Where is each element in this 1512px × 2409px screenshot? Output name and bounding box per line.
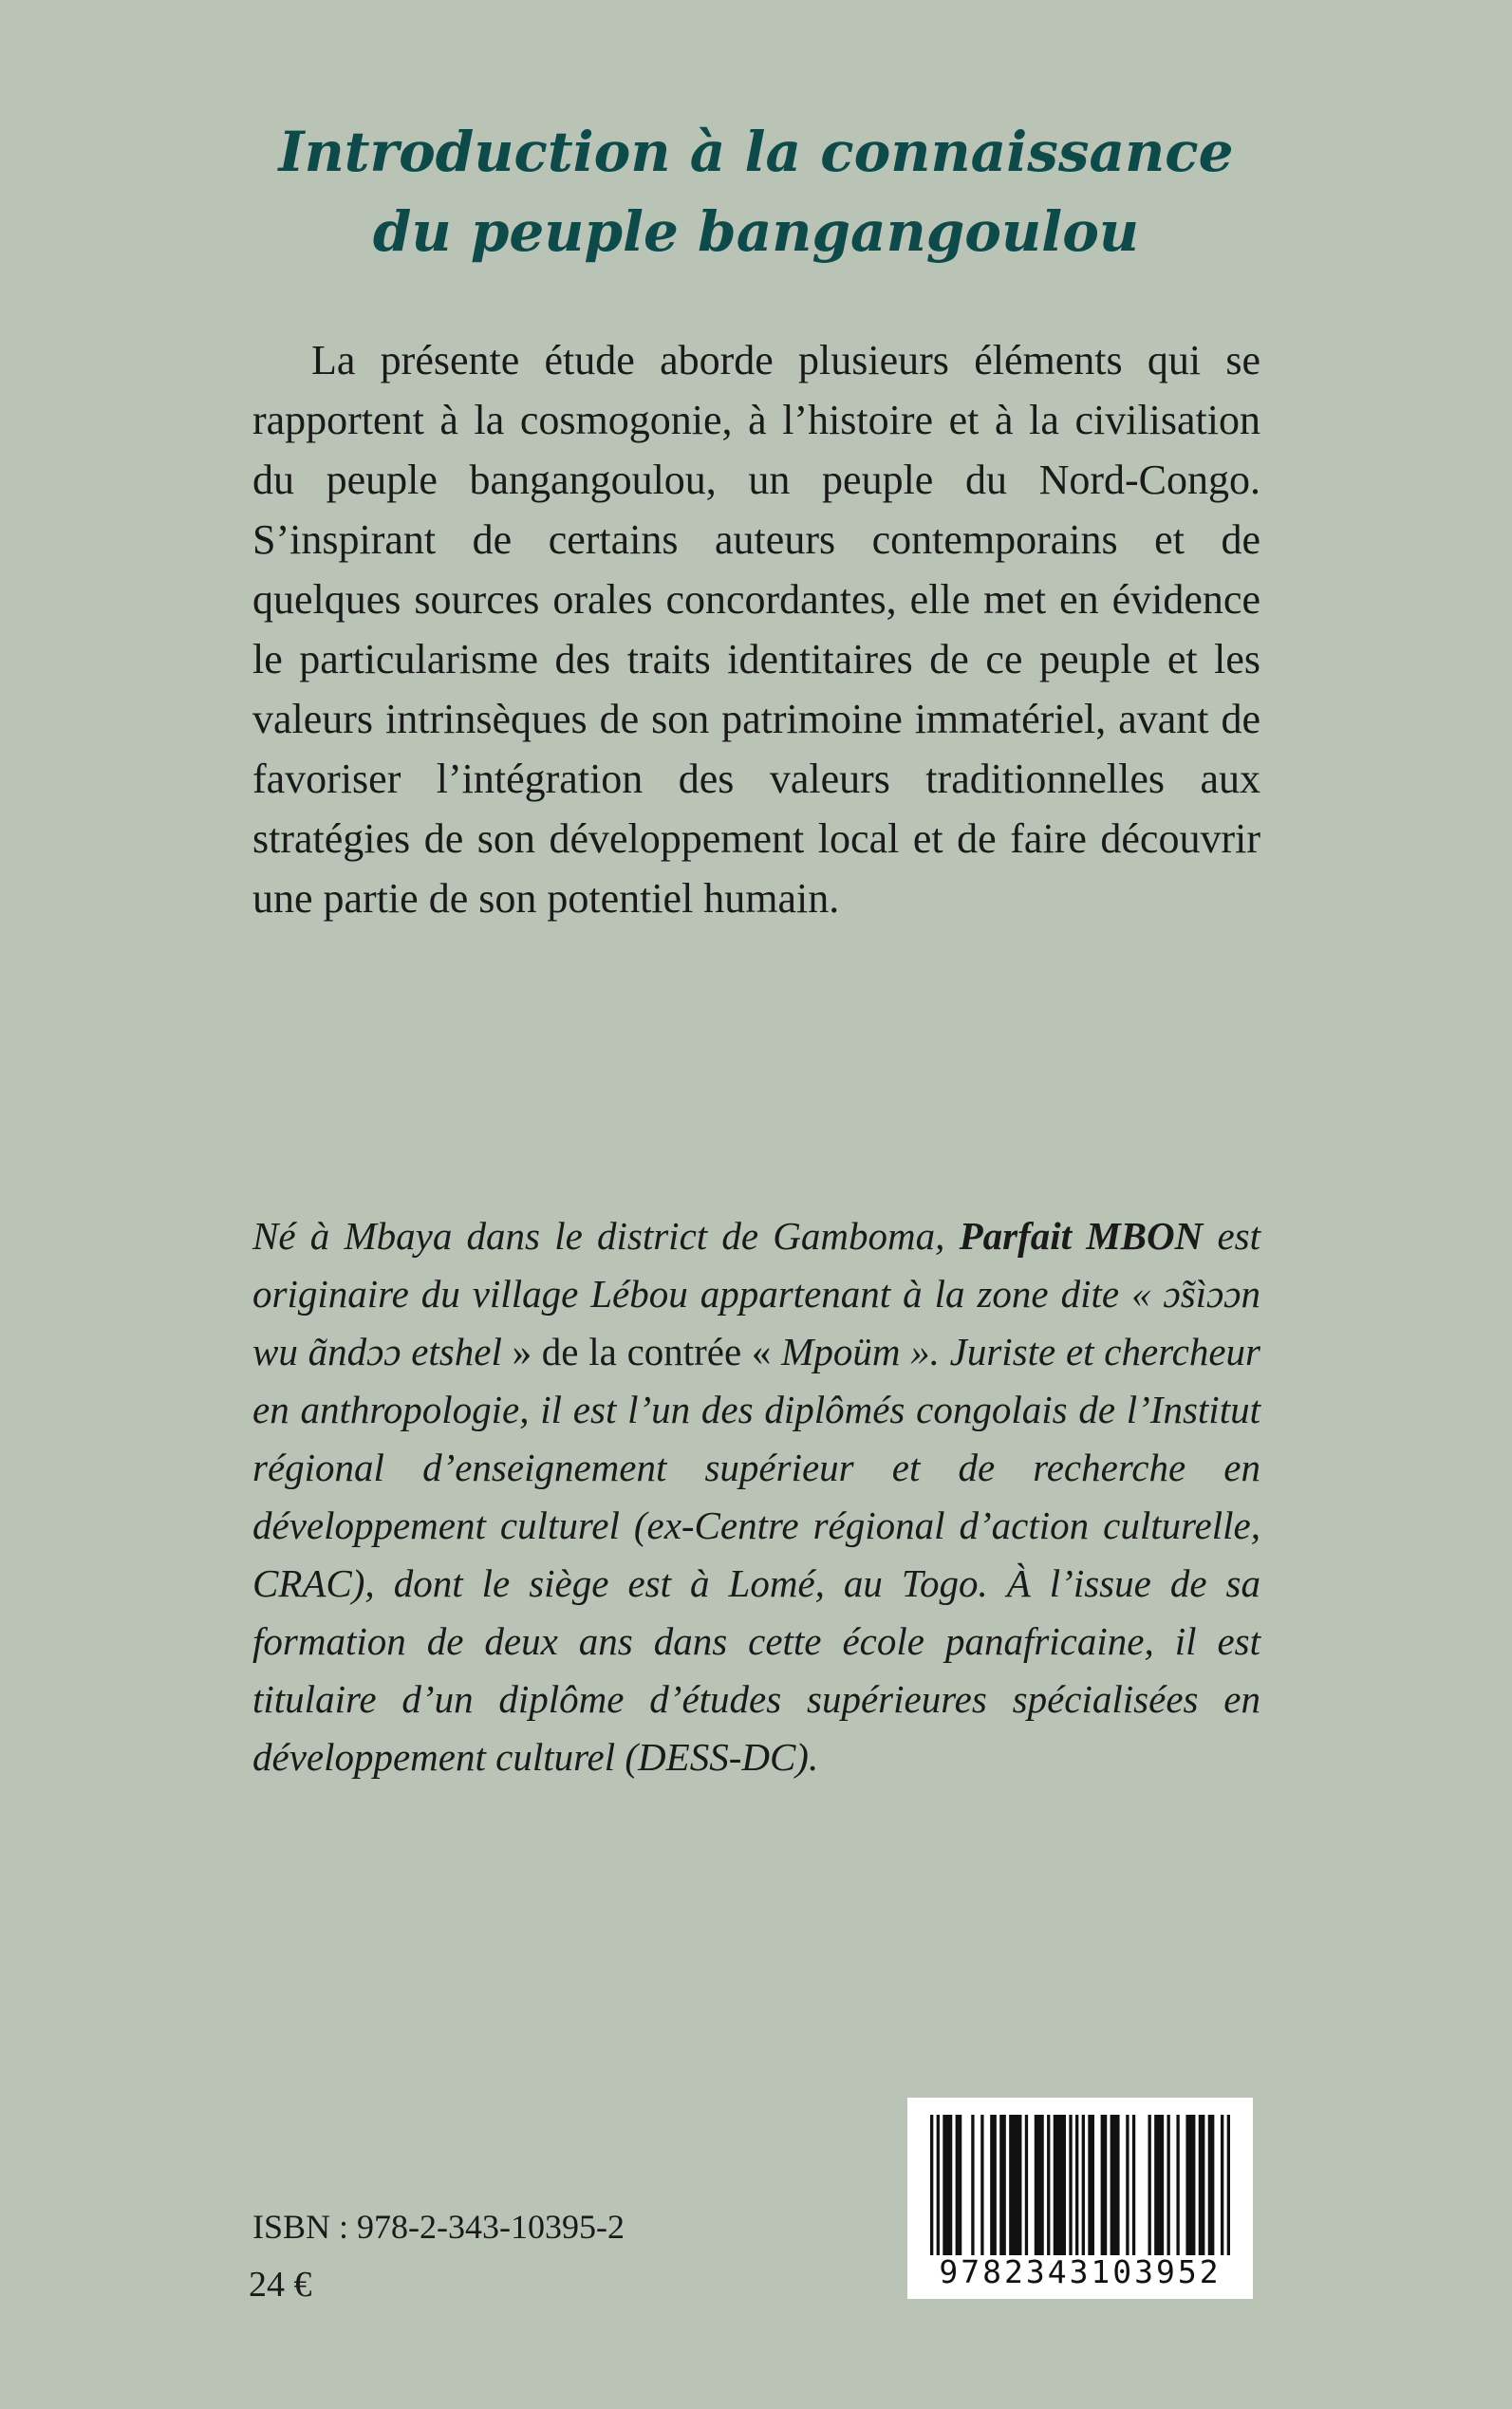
barcode-bar (1154, 2115, 1164, 2255)
barcode-bar (1025, 2115, 1028, 2255)
barcode-bar (1148, 2115, 1151, 2255)
price-label: 24 € (249, 2265, 312, 2305)
isbn-label: ISBN : 978-2-343-10395-2 (252, 2208, 625, 2246)
barcode-bar (1132, 2115, 1135, 2255)
barcode-bar (956, 2115, 962, 2255)
barcode-bar (1221, 2115, 1223, 2255)
author-bio (252, 1207, 1260, 1786)
barcode-bar (990, 2115, 997, 2255)
bio-part-2: » de la contrée « (501, 1330, 782, 1373)
barcode-bar (1167, 2115, 1169, 2255)
barcode-bar (1009, 2115, 1021, 2255)
book-title-line-2: du peuple bangangoulou (372, 199, 1140, 264)
barcode-bar (1054, 2115, 1066, 2255)
barcode-bars (930, 2115, 1230, 2255)
barcode-bar (1227, 2115, 1230, 2255)
barcode (907, 2098, 1253, 2299)
barcode-bar (1088, 2115, 1094, 2255)
barcode-bar (943, 2115, 952, 2255)
barcode-bar (937, 2115, 940, 2255)
barcode-bar (930, 2115, 933, 2255)
summary-block (252, 330, 1260, 928)
bio-part-1: est originaire du village Lébou appartenant à la zone dite « (252, 1214, 1261, 1316)
barcode-bar (1069, 2115, 1072, 2255)
bio-intro: Né à Mbaya dans le district de Gamboma, (252, 1214, 960, 1258)
summary-paragraph: La présente étude aborde plusieurs éléments qui se rapportent à la cosmogonie, à l’histoire et à la civilisation du peuple bangangoulou, un peuple du Nord-Congo. S’inspirant de certains auteurs contemporains et de quelques sources orales concordantes, elle met en évidence le particularisme des traits identitaires de ce peuple et les valeurs intrinsèques de son patrimoine immatériel, avant de favoriser l’intégration des valeurs traditionnelles aux stratégies de son développement local et de faire découvrir une partie de son potentiel humain. (252, 337, 1260, 922)
barcode-bar (1035, 2115, 1044, 2255)
barcode-bar (1047, 2115, 1050, 2255)
book-title-line-1: Introduction à la connaissance (278, 120, 1234, 184)
barcode-bar (1185, 2115, 1195, 2255)
author-name: Parfait MBON (959, 1214, 1204, 1258)
bio-region-name: Mpoüm (781, 1330, 901, 1373)
barcode-bar (1101, 2115, 1108, 2255)
barcode-bar (980, 2115, 983, 2255)
barcode-bar (1075, 2115, 1078, 2255)
barcode-bar (1176, 2115, 1179, 2255)
bio-part-3: ». Juriste et chercheur en anthropologie, il est l’un des diplômés congolais de l’Institut régional d’enseignement supérieur et de recherche en développement culturel (ex-Centre régional d’action culturelle, CRAC), dont le siège est à Lomé, au Togo. À l’issue de sa formation de deux ans dans cette école panafricaine, il est titulaire d’un diplôme d’études supérieures spécialisées en développement culturel (DESS-DC). (252, 1330, 1260, 1779)
book-title (0, 112, 1512, 271)
barcode-bar (1208, 2115, 1215, 2255)
barcode-bar (1111, 2115, 1120, 2255)
bio-zone-name: ɔ̃sìɔɔn wu ãndɔɔ etshel (252, 1272, 1260, 1373)
author-bio-paragraph (252, 1207, 1260, 1786)
barcode-bar (1126, 2115, 1129, 2255)
barcode-bar (971, 2115, 974, 2255)
barcode-bar (1082, 2115, 1085, 2255)
barcode-digits: 9782343103952 (939, 2253, 1222, 2290)
barcode-bar (1199, 2115, 1205, 2255)
barcode-bar (999, 2115, 1006, 2255)
